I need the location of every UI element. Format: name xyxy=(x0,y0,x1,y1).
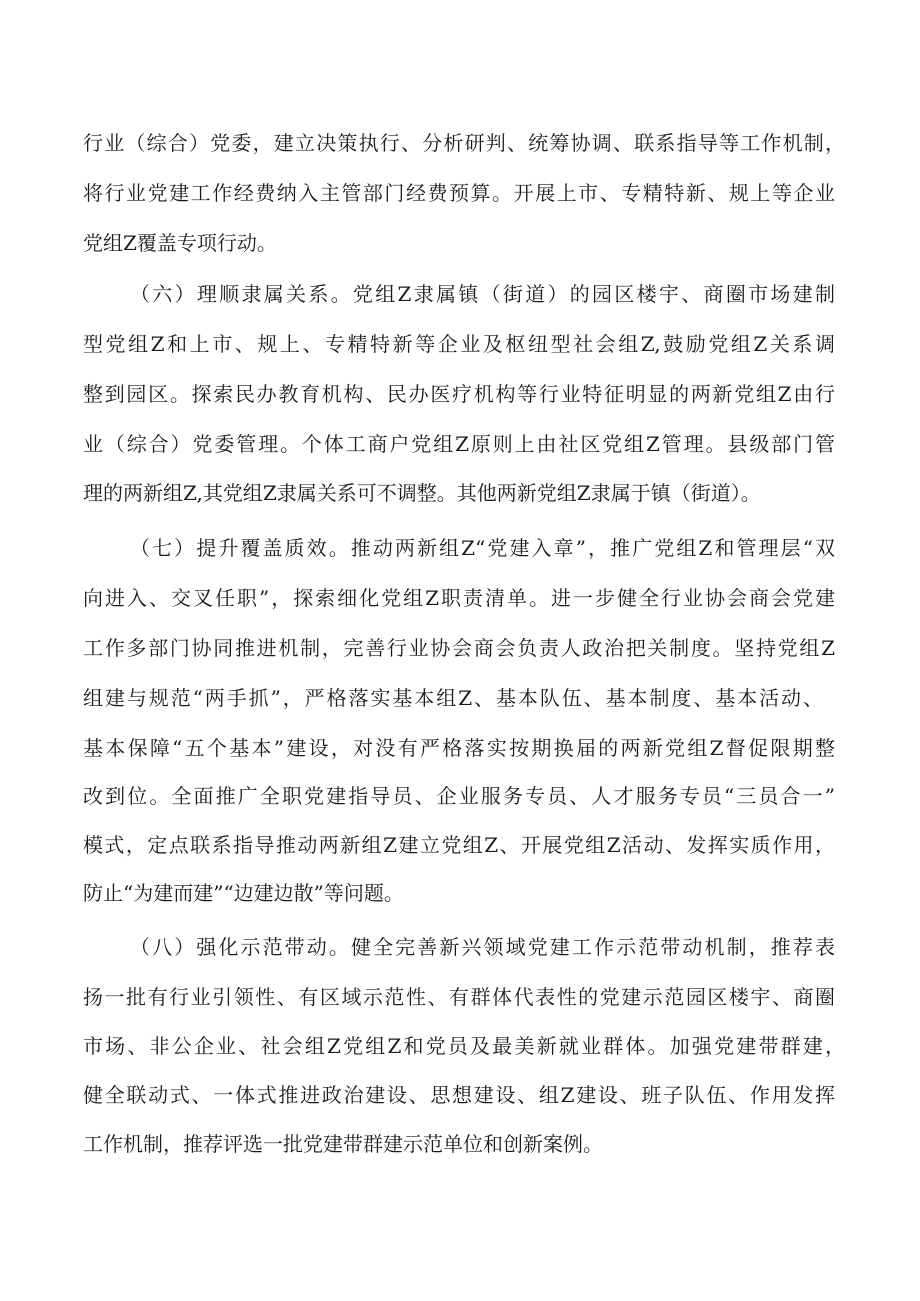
text-line: 将行业党建工作经费纳入主管部门经费预算。开展上市、专精特新、规上等企业 xyxy=(83,181,835,205)
paragraph-heading-line: （八）强化示范带动。健全完善新兴领域党建工作示范带动机制，推荐表 xyxy=(130,935,835,959)
paragraph-heading-line: （七）提升覆盖质效。推动两新组Z“党建入章”，推广党组Z和管理层“双 xyxy=(130,536,835,560)
text-line: 工作机制，推荐评选一批党建带群建示范单位和创新案例。 xyxy=(83,1132,603,1156)
text-line: 组建与规范“两手抓”，严格落实基本组Z、基本队伍、基本制度、基本活动、 xyxy=(83,686,823,710)
text-line: 防止“为建而建”“边建边散”等问题。 xyxy=(83,881,404,905)
text-line: 向进入、交叉任职”，探索细化党组Z职责清单。进一步健全行业协会商会党建 xyxy=(83,586,835,610)
text-line: 基本保障“五个基本”建设，对没有严格落实按期换届的两新党组Z督促限期整 xyxy=(83,736,835,760)
text-line: 改到位。全面推广全职党建指导员、企业服务专员、人才服务专员“三员合一” xyxy=(83,784,835,808)
text-line: 行业（综合）党委，建立决策执行、分析研判、统筹协调、联系指导等工作机制， xyxy=(83,131,845,155)
text-line: 党组Z覆盖专项行动。 xyxy=(83,231,277,255)
paragraph-heading-line: （六）理顺隶属关系。党组Z隶属镇（街道）的园区楼宇、商圈市场建制 xyxy=(130,282,835,306)
text-line: 工作多部门协同推进机制，完善行业协会商会负责人政治把关制度。坚持党组Z xyxy=(83,636,835,660)
text-line: 扬一批有行业引领性、有区域示范性、有群体代表性的党建示范园区楼宇、商圈 xyxy=(83,985,835,1009)
text-line: 模式，定点联系指导推动两新组Z建立党组Z、开展党组Z活动、发挥实质作用， xyxy=(83,833,835,857)
text-line: 健全联动式、一体式推进政治建设、思想建设、组Z建设、班子队伍、作用发挥 xyxy=(83,1083,835,1107)
text-line: 整到园区。探索民办教育机构、民办医疗机构等行业特征明显的两新党组Z由行 xyxy=(83,382,835,406)
text-line: 型党组Z和上市、规上、专精特新等企业及枢纽型社会组Z,鼓励党组Z关系调 xyxy=(83,332,835,356)
text-line: 业（综合）党委管理。个体工商户党组Z原则上由社区党组Z管理。县级部门管 xyxy=(83,432,835,456)
text-line: 理的两新组Z,其党组Z隶属关系可不调整。其他两新党组Z隶属于镇（街道）。 xyxy=(83,481,761,505)
text-line: 市场、非公企业、社会组Z党组Z和党员及最美新就业群体。加强党建带群建， xyxy=(83,1034,845,1058)
